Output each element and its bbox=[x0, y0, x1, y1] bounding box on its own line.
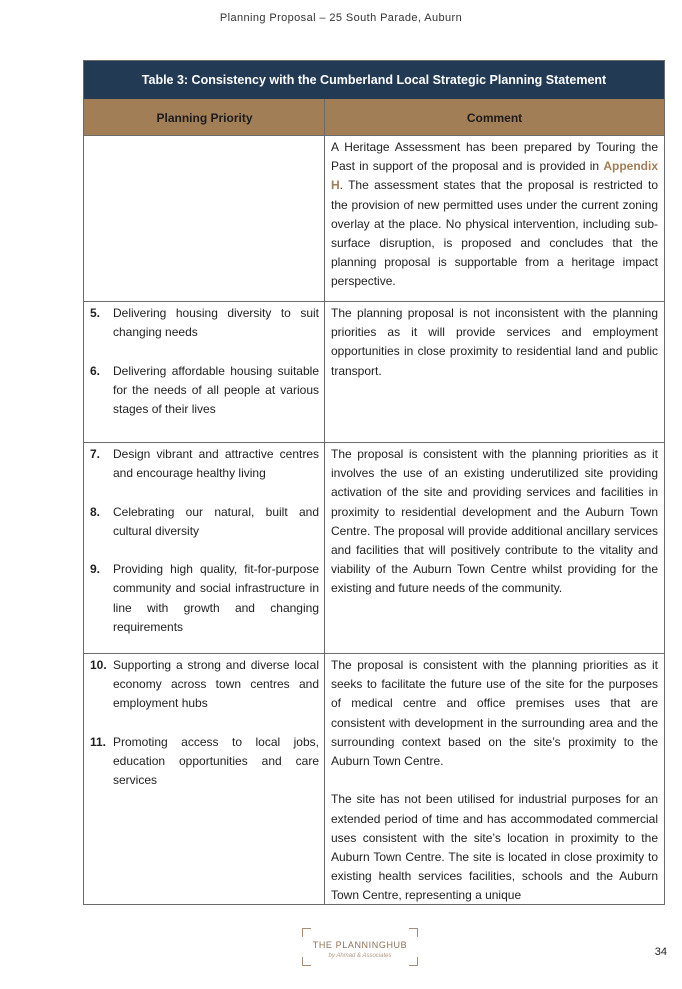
priority-text: Design vibrant and attractive centres and encourage healthy living bbox=[113, 447, 319, 481]
priority-text: Providing high quality, fit-for-purpose community and social infrastructure in line with growth and changing requirements bbox=[113, 562, 319, 634]
priority-item-10 bbox=[90, 656, 319, 714]
priority-text: Delivering housing diversity to suit changing needs bbox=[113, 306, 319, 340]
priority-number: 7. bbox=[90, 447, 101, 461]
priority-number: 6. bbox=[90, 363, 101, 378]
priority-number: 10. bbox=[90, 658, 107, 672]
appendix-h-link[interactable]: Appendix H bbox=[331, 159, 658, 193]
comment-text-part: . The assessment states that the proposal is restricted to the provision of new permitted uses under the current zoning overlay at the place. No physical intervention, including sub-surface disruption, is proposed and concludes that the planning proposal is supportable from a heritage impact perspective. bbox=[331, 178, 658, 289]
table-title: Table 3: Consistency with the Cumberland Local Strategic Planning Statement bbox=[84, 61, 664, 99]
logo-corner-mark bbox=[409, 928, 418, 937]
logo-corner-mark bbox=[409, 957, 418, 966]
priority-item-7 bbox=[90, 445, 319, 483]
priority-cell bbox=[84, 443, 325, 653]
header-planning-priority: Planning Priority bbox=[84, 99, 325, 135]
priority-cell bbox=[84, 136, 325, 301]
priority-number: 9. bbox=[90, 562, 101, 577]
priority-text: Promoting access to local jobs, education opportunities and care services bbox=[113, 734, 319, 788]
header-comment: Comment bbox=[466, 111, 523, 125]
priority-text: Celebrating our natural, built and cultural diversity bbox=[113, 504, 319, 538]
priority-item-8 bbox=[90, 503, 319, 541]
comment-text-part: A Heritage Assessment has been prepared by Touring the Past in support of the proposal and is provided in bbox=[331, 140, 658, 174]
comment-text: The proposal is consistent with the planning priorities as it seeks to facilitate the future use of the site for the purposes of medical centre and office premises uses that are consistent with development in the surrounding area and the surrounding context based on the site’s proximity to the Auburn Town Centre. bbox=[331, 658, 658, 769]
table-header-row bbox=[84, 99, 664, 136]
logo-corner-mark bbox=[302, 928, 311, 937]
priority-number: 5. bbox=[90, 306, 101, 320]
priority-item-9 bbox=[90, 560, 319, 637]
priority-item-6 bbox=[90, 362, 319, 420]
table-row bbox=[84, 302, 664, 443]
consistency-table bbox=[83, 60, 665, 905]
logo-tagline: by Ahmad & Associates bbox=[328, 953, 392, 959]
comment-cell bbox=[325, 654, 664, 905]
priority-number: 11. bbox=[90, 734, 107, 749]
priority-text: Delivering affordable housing suitable for the needs of all people at various stages of their lives bbox=[113, 363, 319, 416]
planning-hub-logo bbox=[302, 928, 418, 966]
table-row bbox=[84, 654, 664, 905]
priority-text: Supporting a strong and diverse local economy across town centres and employment hubs bbox=[113, 658, 319, 711]
priority-cell bbox=[84, 302, 325, 442]
comment-text: The site has not been utilised for industrial purposes for an extended period of time and has accommodated commercial uses consistent with the site’s location in proximity to the Auburn Town Centre. The site is located in close proximity to existing health services facilities, schools and the Auburn Town Centre, representing a unique bbox=[331, 792, 658, 903]
comment-cell bbox=[325, 136, 664, 301]
priority-number: 8. bbox=[90, 504, 101, 519]
running-header: Planning Proposal – 25 South Parade, Auburn bbox=[219, 12, 463, 24]
table-row bbox=[84, 136, 664, 302]
comment-text bbox=[331, 138, 658, 292]
comment-text: The proposal is consistent with the planning priorities as it involves the use of an existing underutilized site providing activation of the site and providing services and facilities in proximity to residential development and the Auburn Town Centre. The proposal will provide additional ancillary services and facilities that will positively contribute to the vitality and viability of the Auburn Town Centre whilst providing for the existing and future needs of the community. bbox=[331, 447, 658, 596]
priority-item-5 bbox=[90, 304, 319, 342]
priority-item-11 bbox=[90, 733, 319, 791]
page-number: 34 bbox=[654, 946, 667, 958]
logo-text: THE PLANNINGHUB bbox=[312, 940, 408, 950]
logo-corner-mark bbox=[302, 957, 311, 966]
priority-cell bbox=[84, 654, 325, 905]
comment-cell bbox=[325, 443, 664, 653]
comment-cell bbox=[325, 302, 664, 442]
table-row bbox=[84, 443, 664, 654]
comment-text: The planning proposal is not inconsistent with the planning priorities as it will provide services and employment opportunities in close proximity to residential land and public transport. bbox=[331, 306, 658, 378]
